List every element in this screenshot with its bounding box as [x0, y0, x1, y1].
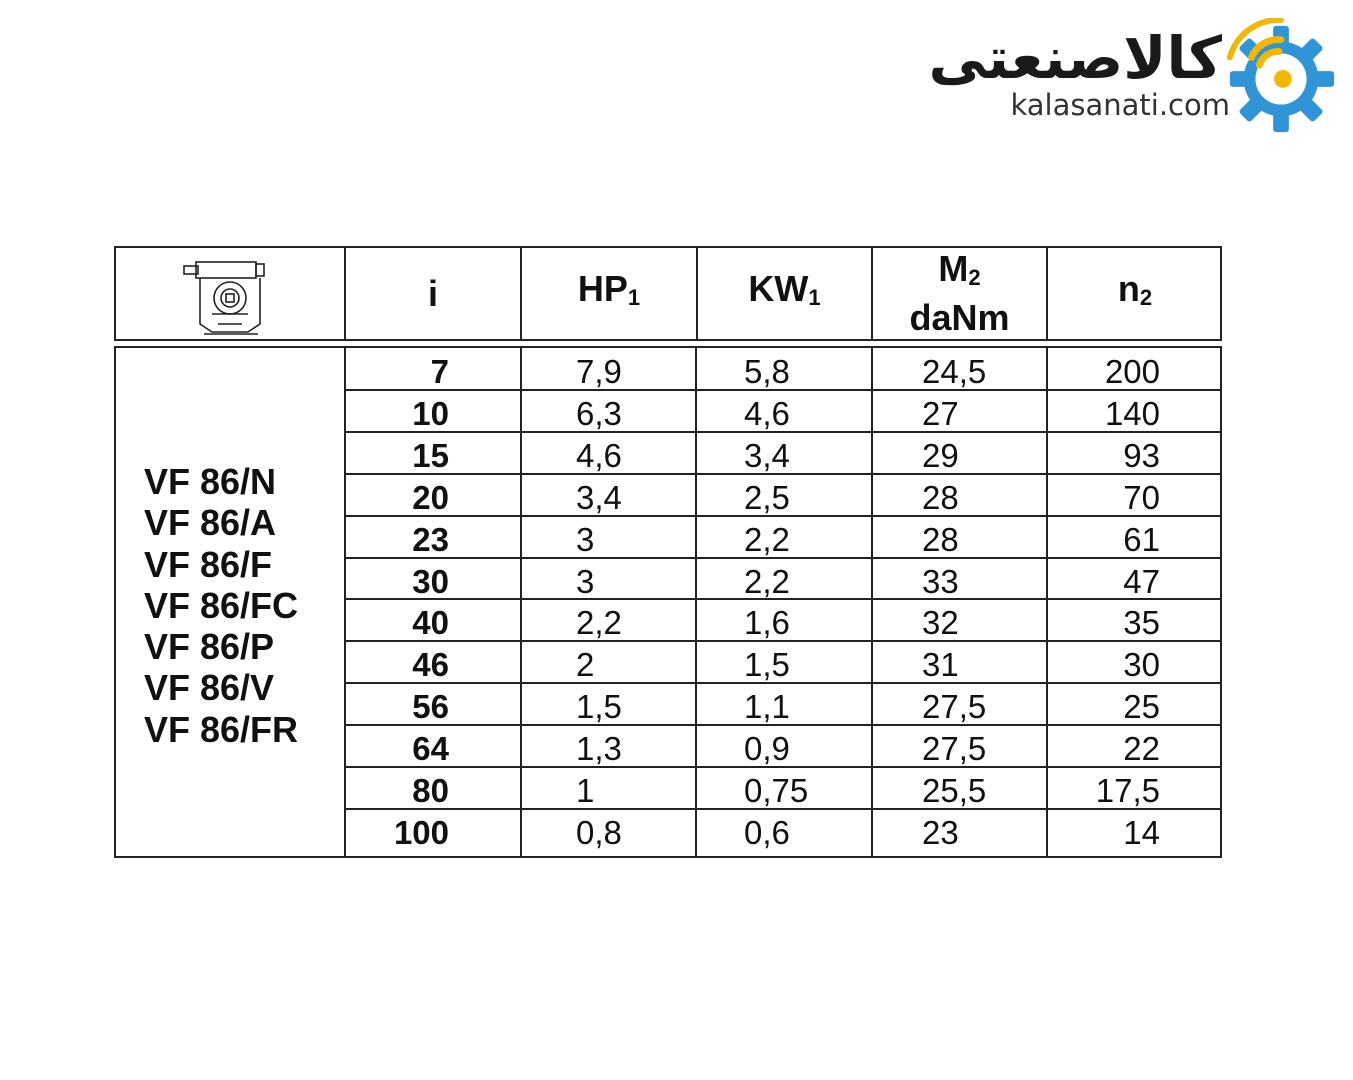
- cell-kw: 2,2: [744, 520, 790, 558]
- cell-i: 20: [412, 478, 449, 516]
- model-name: VF 86/FC: [144, 584, 299, 626]
- cell-m2: 29: [922, 436, 959, 474]
- model-name: VF 86/A: [144, 502, 277, 544]
- cell-hp: 2,2: [576, 604, 622, 642]
- cell-kw: 2,2: [744, 562, 790, 600]
- model-name: VF 86/V: [144, 667, 275, 709]
- cell-kw: 1,1: [744, 688, 790, 726]
- cell-hp: 1,3: [576, 730, 622, 768]
- cell-i: 100: [393, 813, 449, 851]
- cell-n2: 22: [1123, 730, 1160, 768]
- cell-m2: 32: [922, 604, 959, 642]
- cell-kw: 0,75: [744, 772, 809, 809]
- cell-m2: 33: [922, 562, 959, 600]
- cell-i: 30: [412, 562, 449, 600]
- gearbox-ratings-table: [114, 246, 1222, 858]
- model-name: VF 86/N: [144, 461, 277, 502]
- logo-website: kalasanati.com: [1010, 88, 1230, 122]
- cell-i: 40: [412, 604, 449, 642]
- cell-n2: 70: [1123, 478, 1160, 516]
- cell-hp: 2: [576, 646, 595, 684]
- cell-kw: 0,9: [744, 730, 790, 768]
- header-m2-unit: daNm: [909, 297, 1010, 338]
- cell-m2: 28: [922, 520, 959, 558]
- model-name: VF 86/P: [144, 626, 275, 668]
- header-kw: $KW_1$: [748, 268, 821, 310]
- cell-n2: 47: [1123, 562, 1160, 600]
- header-n2: $n_2$: [1117, 268, 1153, 310]
- cell-n2: 61: [1123, 520, 1160, 558]
- cell-i: 23: [412, 520, 449, 558]
- cell-i: 46: [412, 646, 449, 684]
- cell-hp: 1: [576, 772, 595, 809]
- cell-i: 10: [412, 394, 449, 432]
- cell-kw: 1,6: [744, 604, 790, 642]
- cell-kw: 0,6: [744, 813, 790, 851]
- cell-n2: 200: [1104, 353, 1160, 390]
- cell-n2: 30: [1123, 646, 1160, 684]
- cell-hp: 0,8: [576, 813, 622, 851]
- cell-kw: 3,4: [744, 436, 790, 474]
- cell-kw: 4,6: [744, 394, 790, 432]
- cell-m2: 27: [922, 394, 959, 432]
- cell-n2: 35: [1123, 604, 1160, 642]
- cell-n2: 93: [1123, 436, 1160, 474]
- cell-hp: 3,4: [576, 478, 622, 516]
- header-m2: $M_2$ daNm: [909, 248, 1010, 338]
- cell-n2: 140: [1104, 394, 1160, 432]
- cell-n2: 25: [1123, 688, 1160, 726]
- cell-i: 80: [412, 772, 449, 809]
- model-name: VF 86/F: [144, 543, 273, 585]
- model-list: [144, 461, 298, 750]
- cell-hp: 1,5: [576, 688, 622, 726]
- worm-gearbox-drawing-icon: [182, 254, 278, 340]
- header-hp: $HP_1$: [577, 268, 641, 310]
- cell-kw: 5,8: [744, 353, 790, 390]
- cell-i: 15: [412, 436, 449, 474]
- logo-persian-name: کالاصنعتی: [928, 24, 1222, 92]
- cell-hp: 7,9: [576, 353, 622, 390]
- cell-m2: 27,5: [922, 730, 987, 768]
- brand-logo: [928, 14, 1340, 134]
- cell-hp: 3: [576, 520, 595, 558]
- cell-hp: 4,6: [576, 436, 622, 474]
- cell-i: 56: [412, 688, 449, 726]
- cell-m2: 25,5: [922, 772, 987, 809]
- cell-hp: 6,3: [576, 394, 622, 432]
- cell-kw: 2,5: [744, 478, 790, 516]
- cell-m2: 23: [922, 813, 959, 851]
- cell-m2: 28: [922, 478, 959, 516]
- cell-hp: 3: [576, 562, 595, 600]
- cell-kw: 1,5: [744, 646, 790, 684]
- gear-signal-icon: [1222, 18, 1340, 136]
- cell-m2: 24,5: [922, 353, 987, 390]
- cell-m2: 31: [922, 646, 959, 684]
- header-i: i: [427, 272, 438, 314]
- cell-m2: 27,5: [922, 688, 987, 726]
- model-name: VF 86/FR: [144, 708, 299, 750]
- cell-i: 64: [412, 730, 449, 768]
- cell-n2: 14: [1123, 813, 1160, 851]
- cell-n2: 17,5: [1095, 772, 1160, 809]
- cell-i: 7: [430, 353, 449, 390]
